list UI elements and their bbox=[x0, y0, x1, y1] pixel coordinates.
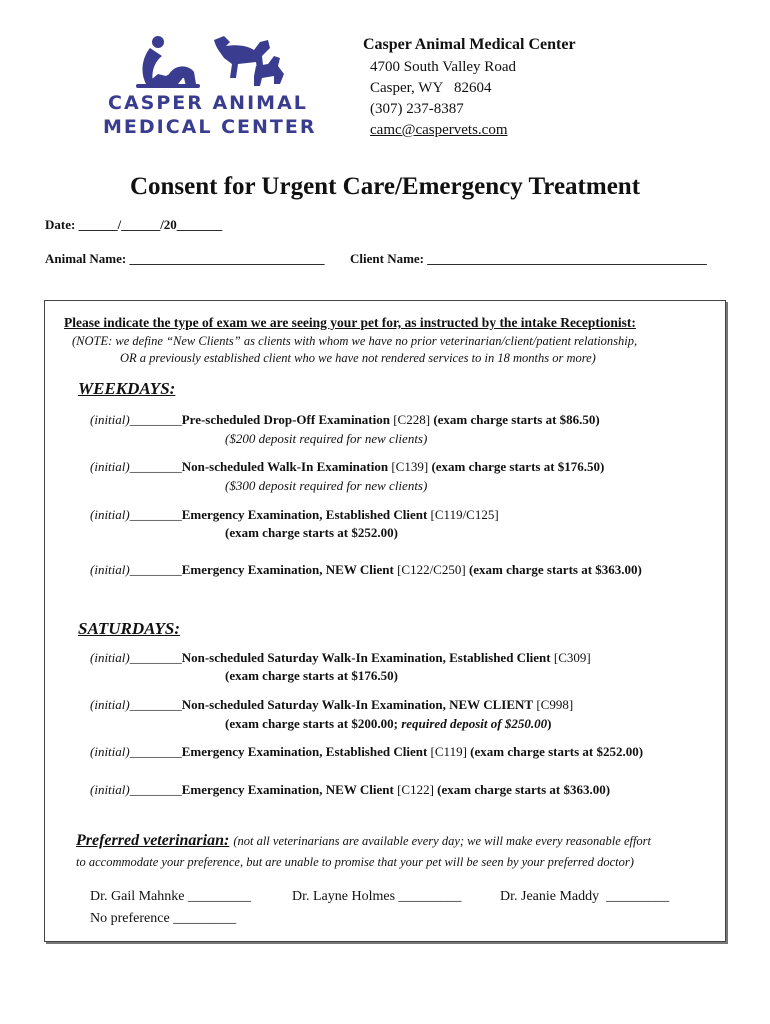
clinic-logo-animals-icon bbox=[128, 34, 288, 94]
client-name-label: Client Name: bbox=[350, 251, 425, 266]
instruction-text: Please indicate the type of exam we are seeing your pet for, as instructed by the intake Receptionist: bbox=[64, 315, 636, 330]
logo-text-line1: CASPER ANIMAL bbox=[108, 92, 308, 114]
saturday-option-1-sub: (exam charge starts at $176.50) bbox=[225, 668, 398, 683]
exam-code: [C119/C125] bbox=[430, 507, 499, 522]
weekday-option-4[interactable] bbox=[90, 562, 642, 578]
weekday-option-3[interactable] bbox=[90, 507, 499, 523]
exam-charge: (exam charge starts at $86.50) bbox=[433, 412, 600, 427]
saturday-option-2[interactable] bbox=[90, 697, 573, 713]
deposit-required: required deposit of $250.00 bbox=[401, 716, 548, 731]
preferred-vet-note-1: (not all veterinarians are available every day; we will make every reasonable effort bbox=[233, 834, 652, 848]
client-name-field[interactable] bbox=[350, 251, 707, 267]
saturday-option-4[interactable] bbox=[90, 782, 610, 798]
exam-charge: (exam charge starts at $176.50) bbox=[431, 459, 605, 474]
initial-blank[interactable]: (initial)________ bbox=[90, 412, 182, 427]
note-line-2: OR a previously established client who we have not rendered services to in 18 months or more) bbox=[120, 351, 596, 365]
exam-name: Non-scheduled Saturday Walk-In Examination, Established Client bbox=[181, 650, 551, 665]
exam-code: [C119] bbox=[430, 744, 467, 759]
client-name-blank[interactable]: ___________________________________________ bbox=[427, 251, 707, 266]
saturdays-heading: SATURDAYS: bbox=[78, 619, 181, 638]
preferred-vet-note-2: to accommodate your preference, but are unable to promise that your pet will be seen by your preferred doctor) bbox=[76, 855, 634, 869]
date-blank[interactable]: ______/______/20_______ bbox=[78, 217, 223, 232]
initial-blank[interactable]: (initial)________ bbox=[90, 507, 182, 522]
animal-name-label: Animal Name: bbox=[45, 251, 127, 266]
address-line-1: 4700 South Valley Road bbox=[370, 59, 516, 75]
initial-blank[interactable]: (initial)________ bbox=[90, 459, 182, 474]
exam-code: [C228] bbox=[393, 412, 431, 427]
vet-option-maddy[interactable]: Dr. Jeanie Maddy _________ bbox=[500, 889, 670, 904]
date-label: Date: bbox=[45, 217, 76, 232]
weekday-option-1[interactable] bbox=[90, 412, 600, 428]
deposit-charge: (exam charge starts at $200.00; bbox=[225, 716, 398, 731]
saturday-option-1[interactable] bbox=[90, 650, 591, 666]
vet-option-holmes[interactable]: Dr. Layne Holmes _________ bbox=[292, 889, 462, 904]
initial-blank[interactable]: (initial)________ bbox=[90, 782, 182, 797]
exam-code: [C122] bbox=[397, 782, 434, 797]
saturday-option-2-sub bbox=[225, 716, 551, 732]
weekdays-heading: WEEKDAYS: bbox=[78, 379, 176, 398]
weekday-option-2-sub: ($300 deposit required for new clients) bbox=[225, 478, 428, 493]
vet-option-mahnke[interactable]: Dr. Gail Mahnke _________ bbox=[90, 889, 251, 904]
exam-name: Non-scheduled Walk-In Examination bbox=[181, 459, 389, 474]
email-link[interactable]: camc@caspervets.com bbox=[370, 122, 508, 138]
deposit-close: ) bbox=[547, 716, 552, 731]
exam-name: Emergency Examination, NEW Client bbox=[181, 562, 394, 577]
weekday-option-2[interactable] bbox=[90, 459, 604, 475]
animal-name-field[interactable] bbox=[45, 251, 325, 267]
vet-option-no-preference[interactable]: No preference _________ bbox=[90, 911, 237, 926]
initial-blank[interactable]: (initial)________ bbox=[90, 562, 182, 577]
initial-blank[interactable]: (initial)________ bbox=[90, 697, 182, 712]
preferred-vet-line bbox=[76, 832, 651, 850]
saturday-option-3[interactable] bbox=[90, 744, 643, 760]
exam-charge: (exam charge starts at $363.00) bbox=[468, 562, 642, 577]
exam-name: Non-scheduled Saturday Walk-In Examination, NEW CLIENT bbox=[181, 697, 534, 712]
exam-code: [C139] bbox=[391, 459, 429, 474]
exam-charge: (exam charge starts at $252.00) bbox=[470, 744, 644, 759]
phone-number: (307) 237-8387 bbox=[370, 101, 464, 117]
animal-name-blank[interactable]: ______________________________ bbox=[129, 251, 325, 266]
logo-text-line2: MEDICAL CENTER bbox=[103, 116, 317, 138]
weekday-option-1-sub: ($200 deposit required for new clients) bbox=[225, 431, 428, 446]
address-line-2: Casper, WY 82604 bbox=[370, 80, 492, 96]
exam-charge: (exam charge starts at $363.00) bbox=[437, 782, 611, 797]
exam-name: Emergency Examination, Established Client bbox=[181, 507, 428, 522]
note-line-1: (NOTE: we define “New Clients” as clients with whom we have no prior veterinarian/client/patient relationship, bbox=[72, 334, 638, 348]
exam-name: Emergency Examination, Established Client bbox=[181, 744, 428, 759]
page-title: Consent for Urgent Care/Emergency Treatment bbox=[129, 173, 641, 200]
preferred-vet-heading: Preferred veterinarian: bbox=[76, 832, 230, 849]
initial-blank[interactable]: (initial)________ bbox=[90, 744, 182, 759]
exam-name: Emergency Examination, NEW Client bbox=[181, 782, 394, 797]
initial-blank[interactable]: (initial)________ bbox=[90, 650, 182, 665]
exam-code: [C998] bbox=[536, 697, 574, 712]
exam-code: [C309] bbox=[553, 650, 591, 665]
exam-name: Pre-scheduled Drop-Off Examination bbox=[181, 412, 390, 427]
exam-code: [C122/C250] bbox=[397, 562, 466, 577]
date-field[interactable] bbox=[45, 217, 222, 233]
clinic-name: Casper Animal Medical Center bbox=[363, 36, 576, 53]
weekday-option-3-sub: (exam charge starts at $252.00) bbox=[225, 525, 398, 540]
